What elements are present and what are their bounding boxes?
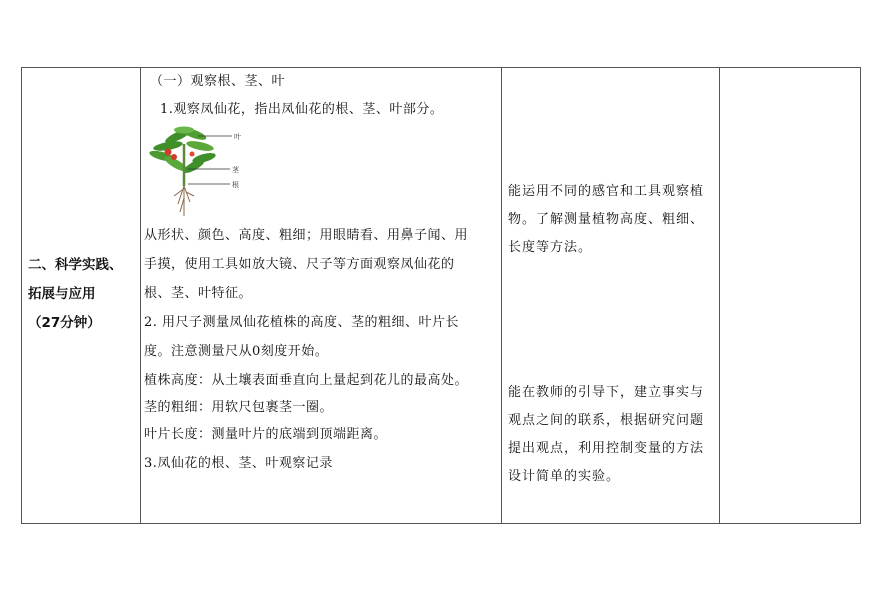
goal-line: 设计简单的实验。 xyxy=(508,469,621,484)
lesson-table xyxy=(21,67,861,524)
section-title xyxy=(28,251,123,338)
goal-line: 能在教师的引导下，建立事实与 xyxy=(508,385,705,400)
notes-cell xyxy=(719,68,861,523)
section-cell xyxy=(22,68,140,523)
activity-cell xyxy=(140,68,501,523)
section-title-line: 拓展与应用 xyxy=(28,286,96,302)
goal-line: 观点之间的联系，根据研究问题 xyxy=(508,413,705,428)
goal-line: 物。了解测量植物高度、粗细、 xyxy=(508,212,705,227)
step-3: 3.凤仙花的根、茎、叶观察记录 xyxy=(144,456,333,471)
section-title-line: 二、科学实践、 xyxy=(28,257,123,273)
goal-1 xyxy=(508,178,713,262)
goal-line: 长度等方法。 xyxy=(508,240,593,255)
stem-note: 茎的粗细：用软尺包裹茎一圈。 xyxy=(144,400,334,415)
step-2: 度。注意测量尺从0刻度开始。 xyxy=(144,344,329,359)
step-2: 2. 用尺子测量凤仙花植株的高度、茎的粗细、叶片长 xyxy=(144,315,460,330)
section-duration: （27分钟） xyxy=(28,315,101,331)
balsam-plant-illustration xyxy=(148,124,248,218)
plant-roots xyxy=(174,186,194,216)
observation-text: 手摸，使用工具如放大镜、尺子等方面观察凤仙花的 xyxy=(144,257,455,272)
goals-cell xyxy=(501,68,719,523)
root-label: 根 xyxy=(232,181,239,189)
observation-text: 根、茎、叶特征。 xyxy=(144,286,253,301)
plant-leaves xyxy=(148,126,216,176)
goal-line: 提出观点，利用控制变量的方法 xyxy=(508,441,705,456)
activity-heading: （一）观察根、茎、叶 xyxy=(150,74,286,89)
height-note: 植株高度：从土壤表面垂直向上量起到花儿的最高处。 xyxy=(144,373,469,388)
goal-2 xyxy=(508,379,713,491)
leaf-note: 叶片长度：测量叶片的底端到顶端距离。 xyxy=(144,427,388,442)
goal-line: 能运用不同的感官和工具观察植 xyxy=(508,184,705,199)
step-1: 1.观察凤仙花，指出凤仙花的根、茎、叶部分。 xyxy=(160,102,444,117)
observation-text: 从形状、颜色、高度、粗细；用眼睛看、用鼻子闻、用 xyxy=(144,228,469,243)
leaf-label: 叶 xyxy=(234,133,241,141)
stem-label: 茎 xyxy=(232,166,239,174)
